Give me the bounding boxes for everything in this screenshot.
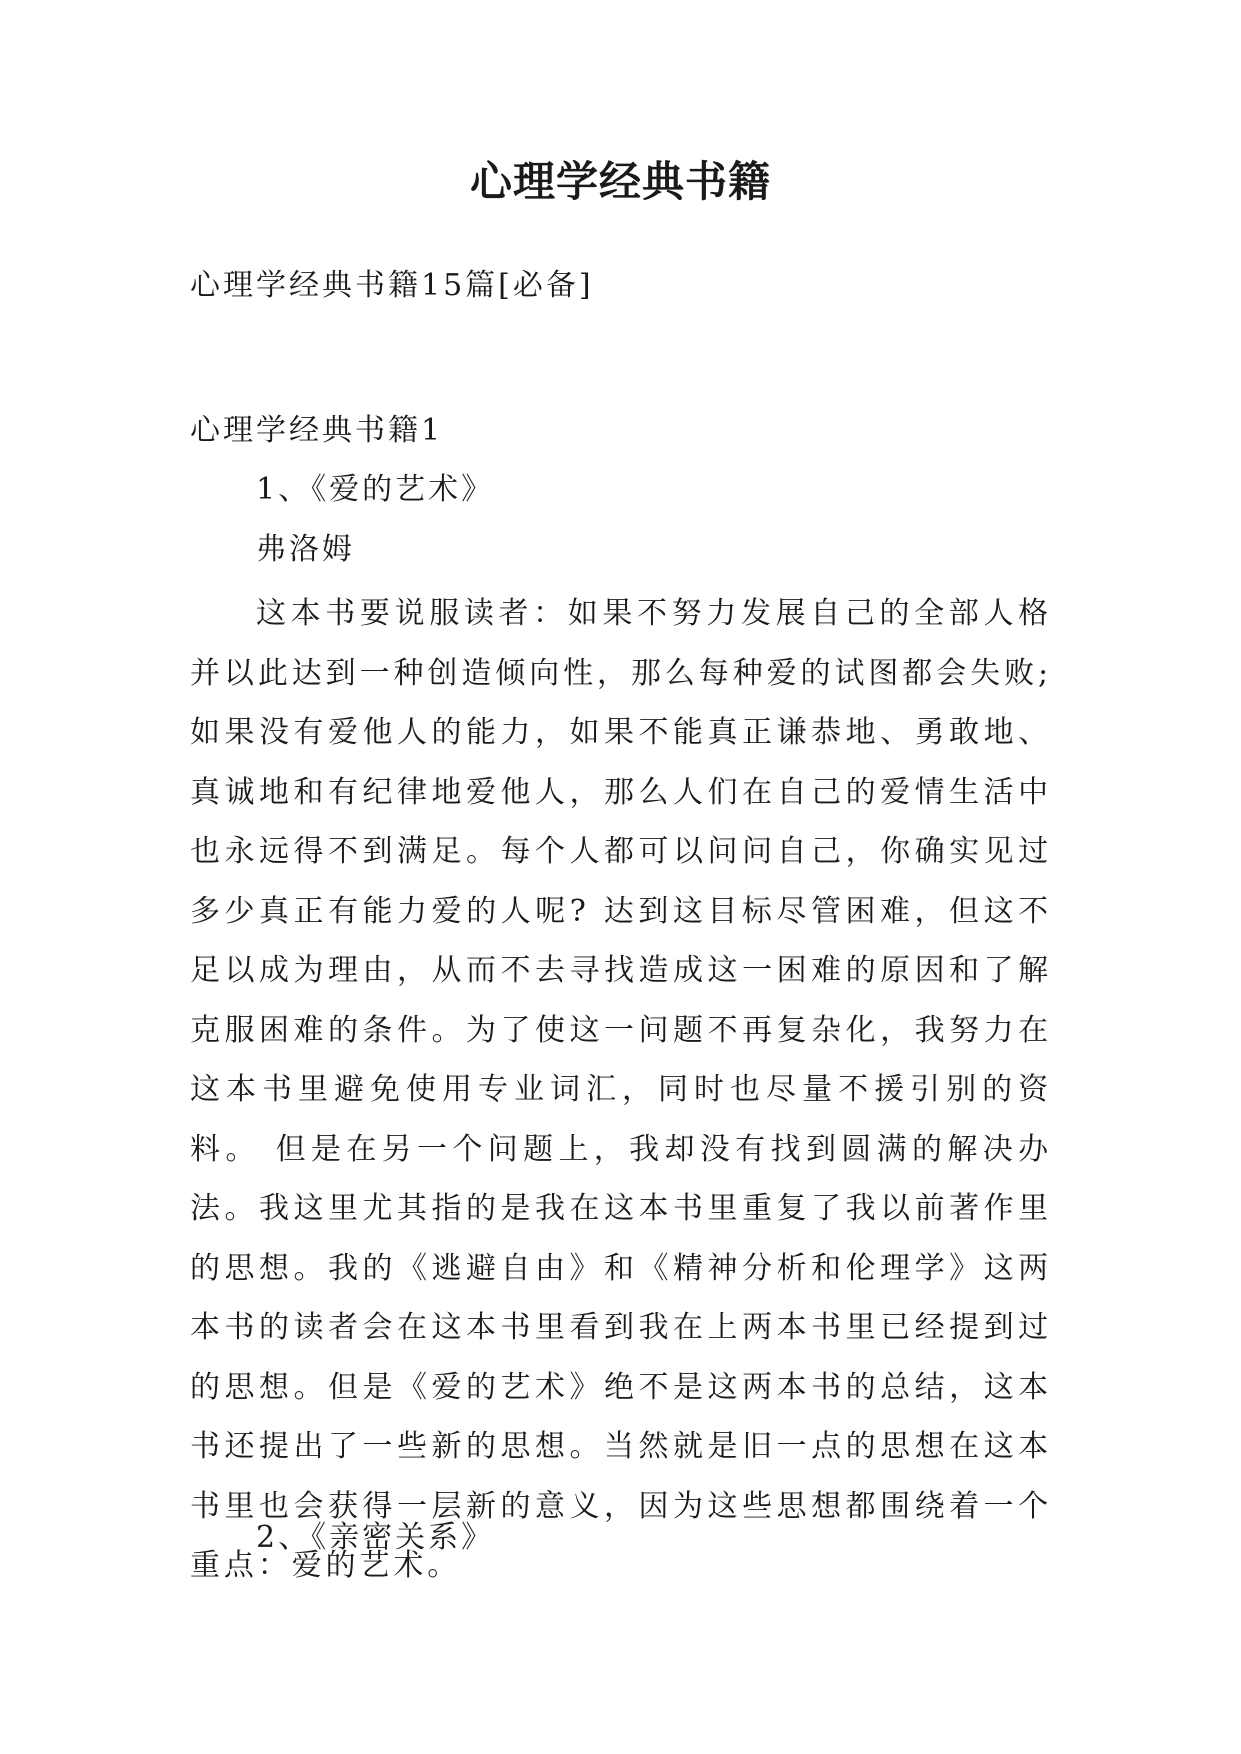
book-description-1: 这本书要说服读者：如果不努力发展自己的全部人格并以此达到一种创造倾向性，那么每种爱的试图都会失败;如果没有爱他人的能力，如果不能真正谦恭地、勇敢地、真诚地和有纪律地爱他人，那么人们在自己的爱情生活中也永远得不到满足。每个人都可以问问自己，你确实见过多少真正有能力爱的人呢? 达到这目标尽管困难，但这不足以成为理由，从而不去寻找造成这一困难的原因和了解克服困难的条件。为了使这一问题不再复杂化，我努力在这本书里避免使用专业词汇，同时也尽量不援引别的资料。 但是在另一个问题上，我却没有找到圆满的解决办法。我这里尤其指的是我在这本书里重复了我以前著作里的思想。我的《逃避自由》和《精神分析和伦理学》这两本书的读者会在这本书里看到我在上两本书里已经提到过的思想。但是《爱的艺术》绝不是这两本书的总结，这本书还提出了一些新的思想。当然就是旧一点的思想在这本书里也会获得一层新的意义，因为这些思想都围绕着一个重点：爱的艺术。 <box>190 596 1052 1583</box>
book-author-1: 弗洛姆 <box>256 532 355 567</box>
section-heading: 心理学经典书籍1 <box>190 413 444 448</box>
book-title-1: 1、《爱的艺术》 <box>256 472 495 507</box>
document-title: 心理学经典书籍 <box>469 157 771 206</box>
book-title-2: 2、《亲密关系》 <box>256 1520 495 1555</box>
document-subtitle: 心理学经典书籍15篇[必备] <box>190 268 594 303</box>
